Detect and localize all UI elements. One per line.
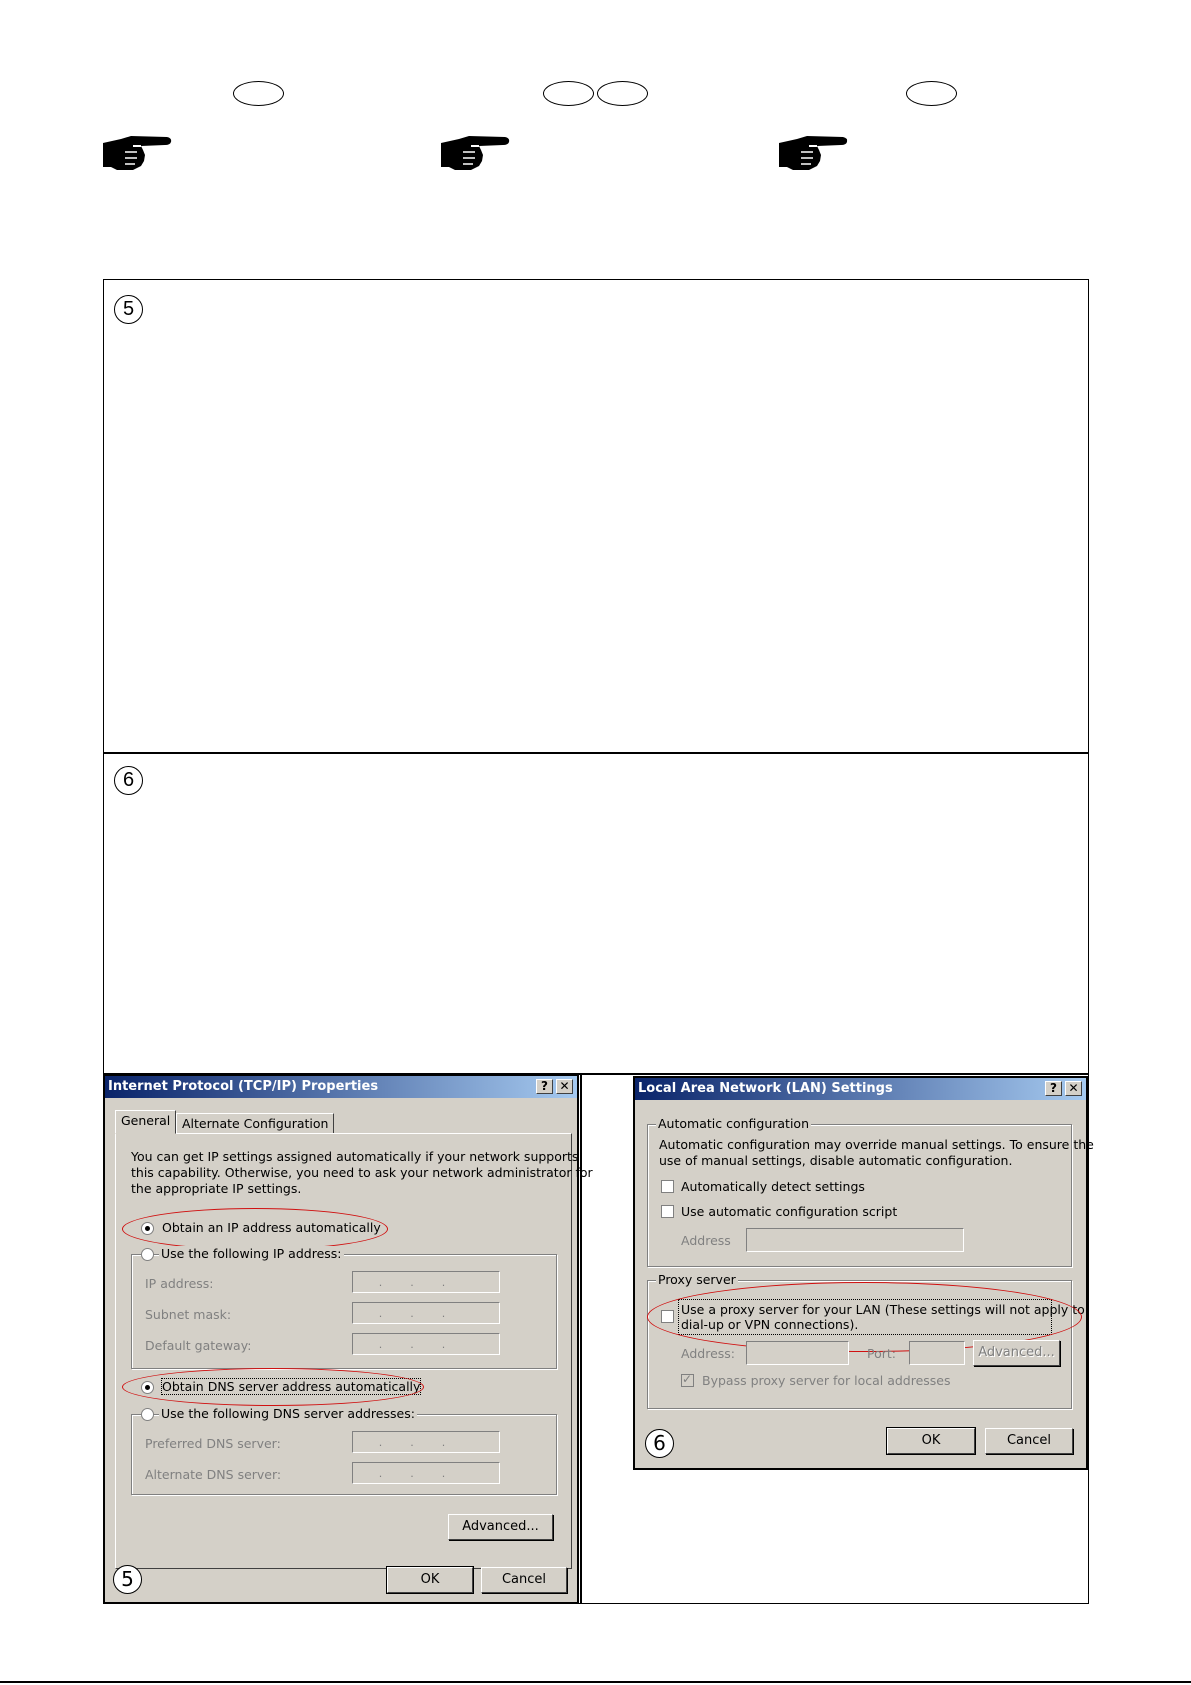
auto-config-desc-line: Automatic configuration may override manual settings. To ensure the bbox=[659, 1137, 1094, 1152]
description-line: the appropriate IP settings. bbox=[131, 1181, 302, 1196]
auto-config-legend: Automatic configuration bbox=[658, 1116, 809, 1131]
pointing-hand-icon bbox=[439, 133, 511, 173]
step-6-marker: 6 bbox=[114, 766, 143, 795]
close-button[interactable]: ✕ bbox=[1065, 1081, 1082, 1096]
use-proxy-label-line[interactable]: dial-up or VPN connections). bbox=[681, 1317, 859, 1332]
use-proxy-label-line[interactable]: Use a proxy server for your LAN (These settings will not apply to bbox=[681, 1302, 1085, 1317]
help-button[interactable]: ? bbox=[536, 1079, 553, 1094]
proxy-address-field[interactable] bbox=[746, 1341, 849, 1365]
script-address-field[interactable] bbox=[746, 1228, 964, 1252]
use-following-ip-radio[interactable] bbox=[141, 1248, 154, 1261]
proxy-advanced-button[interactable]: Advanced... bbox=[973, 1340, 1060, 1366]
use-script-label[interactable]: Use automatic configuration script bbox=[681, 1204, 898, 1219]
subnet-mask-field[interactable]: ... bbox=[352, 1302, 500, 1324]
advanced-button[interactable]: Advanced... bbox=[448, 1514, 553, 1540]
alternate-dns-field[interactable]: ... bbox=[352, 1462, 500, 1484]
vertical-divider bbox=[580, 1074, 582, 1604]
port-field[interactable] bbox=[909, 1341, 965, 1365]
preferred-dns-label: Preferred DNS server: bbox=[145, 1436, 281, 1451]
close-button[interactable]: ✕ bbox=[556, 1079, 573, 1094]
bypass-checkbox[interactable] bbox=[681, 1374, 694, 1387]
step-5-marker: 5 bbox=[113, 1565, 142, 1594]
obtain-ip-auto-label[interactable]: Obtain an IP address automatically bbox=[162, 1220, 381, 1235]
bottom-rule bbox=[0, 1681, 1191, 1683]
bypass-label[interactable]: Bypass proxy server for local addresses bbox=[702, 1373, 951, 1388]
cancel-button[interactable]: Cancel bbox=[481, 1567, 567, 1593]
pointing-hand-icon bbox=[777, 133, 849, 173]
description-line: You can get IP settings assigned automatically if your network supports bbox=[131, 1149, 579, 1164]
ok-button[interactable]: OK bbox=[887, 1428, 975, 1454]
ok-button[interactable]: OK bbox=[387, 1567, 473, 1593]
lan-titlebar bbox=[635, 1078, 1086, 1100]
obtain-dns-auto-radio[interactable] bbox=[141, 1381, 154, 1394]
language-oval-2 bbox=[543, 81, 594, 106]
use-following-dns-label[interactable]: Use the following DNS server addresses: bbox=[161, 1406, 415, 1421]
ip-address-label: IP address: bbox=[145, 1276, 214, 1291]
description-line: this capability. Otherwise, you need to ask your network administrator for bbox=[131, 1165, 593, 1180]
language-oval-3 bbox=[597, 81, 648, 106]
lan-settings-dialog bbox=[633, 1076, 1094, 1470]
tcpip-titlebar bbox=[105, 1076, 577, 1098]
cancel-button[interactable]: Cancel bbox=[985, 1428, 1073, 1454]
auto-detect-label[interactable]: Automatically detect settings bbox=[681, 1179, 865, 1194]
focus-rect bbox=[679, 1300, 1051, 1334]
auto-detect-checkbox[interactable] bbox=[661, 1180, 674, 1193]
proxy-address-label: Address: bbox=[681, 1346, 735, 1361]
step-6-marker: 6 bbox=[645, 1429, 674, 1458]
proxy-server-legend: Proxy server bbox=[658, 1272, 736, 1287]
use-following-dns-radio[interactable] bbox=[141, 1408, 154, 1421]
subnet-mask-label: Subnet mask: bbox=[145, 1307, 232, 1322]
script-address-label: Address bbox=[681, 1233, 731, 1248]
dialog-title: Internet Protocol (TCP/IP) Properties bbox=[108, 1079, 379, 1094]
dialog-title: Local Area Network (LAN) Settings bbox=[638, 1081, 893, 1096]
default-gateway-label: Default gateway: bbox=[145, 1338, 252, 1353]
use-following-ip-label[interactable]: Use the following IP address: bbox=[161, 1246, 342, 1261]
tab-general[interactable]: General bbox=[115, 1110, 176, 1134]
language-oval-4 bbox=[906, 81, 957, 106]
default-gateway-field[interactable]: ... bbox=[352, 1333, 500, 1355]
language-oval-1 bbox=[233, 81, 284, 106]
pointing-hand-icon bbox=[101, 133, 173, 173]
auto-config-desc-line: use of manual settings, disable automatic configuration. bbox=[659, 1153, 1013, 1168]
preferred-dns-field[interactable]: ... bbox=[352, 1431, 500, 1453]
use-proxy-checkbox[interactable] bbox=[661, 1310, 674, 1323]
port-label: Port: bbox=[867, 1346, 896, 1361]
tcpip-properties-dialog bbox=[103, 1074, 593, 1604]
tab-alternate-configuration[interactable]: Alternate Configuration bbox=[176, 1113, 334, 1134]
section-divider bbox=[104, 752, 1088, 754]
use-script-checkbox[interactable] bbox=[661, 1205, 674, 1218]
ip-address-field[interactable]: ... bbox=[352, 1271, 500, 1293]
obtain-ip-auto-radio[interactable] bbox=[141, 1222, 154, 1235]
obtain-dns-auto-label[interactable]: Obtain DNS server address automatically bbox=[162, 1379, 421, 1394]
help-button[interactable]: ? bbox=[1045, 1081, 1062, 1096]
step-5-marker: 5 bbox=[114, 295, 143, 324]
alternate-dns-label: Alternate DNS server: bbox=[145, 1467, 282, 1482]
